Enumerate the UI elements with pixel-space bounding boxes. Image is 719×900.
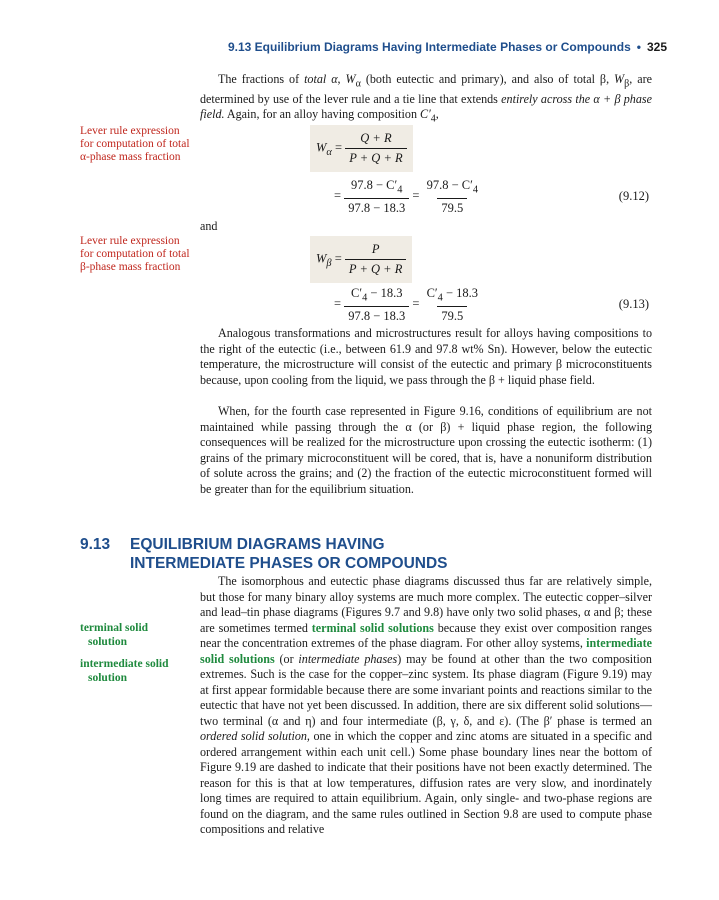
- margin-term-line: solution: [88, 636, 127, 648]
- paragraph-analogous: Analogous transformations and microstructures result for alloys having compositions to the right of the eutectic (i.e., between 61.9 and 97.8 wt% Sn). However, below the eutectic temperature, the microstructure will consist of the eutectic and primary β microconstituents because, upon cooling from the liquid, we pass through the β + liquid phase field.: [200, 326, 652, 387]
- intro-text: , are determined by use of the lever rule and a tie line that extends: [200, 72, 653, 106]
- eq-num-text: C′: [350, 286, 363, 300]
- intro-subscript: α: [355, 78, 361, 90]
- running-header: [228, 40, 667, 54]
- eq-lhs-sub: α: [326, 146, 332, 158]
- margin-term-intermediate-solid-solution: [80, 657, 200, 685]
- section-title-line1: EQUILIBRIUM DIAGRAMS HAVING: [130, 536, 385, 553]
- intro-text: ,: [337, 72, 346, 86]
- paragraph-fourth-case: When, for the fourth case represented in Figure 9.16, conditions of equilibrium are not maintained while passing through the α (or β) + liquid phase region, the following consequences will be realized for the microstructure upon crossing the eutectic isotherm: (1) grains of the primary microconstituent will be cored, that is, have a nonuniform distribution of solute across the grains; and (2) the fraction of the eutectic microconstituent formed will be greater than for the equilibrium situation.: [200, 404, 652, 496]
- eq-numerator: Q + R: [360, 131, 392, 145]
- eq-numerator: P: [371, 242, 380, 256]
- intro-symbol: C′: [420, 107, 431, 122]
- eq-lhs: W: [316, 140, 327, 155]
- intro-text: (both eutectic and primary), and also of total β,: [360, 72, 615, 86]
- margin-note-alpha: Lever rule expression for computation of total α-phase mass fraction: [80, 125, 190, 163]
- margin-term-line: terminal solid: [80, 622, 149, 634]
- intro-subscript: 4: [430, 113, 436, 125]
- eq-num-tail: − 18.3: [442, 286, 479, 300]
- equation-w-alpha: [310, 125, 413, 172]
- eq-denominator: 97.8 − 18.3: [344, 198, 409, 216]
- intro-italic: entirely across the α + β phase field.: [200, 91, 652, 122]
- section-title-line2: INTERMEDIATE PHASES OR COMPOUNDS: [130, 555, 448, 572]
- eq-fraction: [423, 286, 482, 324]
- margin-term-line: solution: [88, 672, 127, 684]
- eq-equals: =: [335, 140, 343, 155]
- intro-text: Again, for an alloy having composition: [224, 107, 421, 122]
- section-text: ) may be found at other than the two composition extremes. Such is the case for the copper–zinc system. Its phase diagram (Figure 9.19) may at first appear formidable because there are some invariant points and reactions similar to the eutectic that have not yet been discussed. In addition, there are six different solid solutions—two terminal (α and η) and four intermediate (β, γ, δ, and ε). (The β′ phase is termed an: [200, 651, 652, 728]
- eq-denominator: 97.8 − 18.3: [344, 306, 409, 324]
- conjunction-and: and: [200, 219, 218, 233]
- header-separator: •: [636, 40, 641, 54]
- intro-symbol: W: [345, 72, 356, 86]
- eq-denominator: P + Q + R: [345, 148, 406, 166]
- section-heading: [80, 535, 448, 573]
- margin-term-line: intermediate solid: [80, 658, 169, 670]
- intro-symbol: W: [614, 72, 625, 86]
- eq-fraction: [423, 178, 482, 216]
- eq-lhs: W: [316, 251, 327, 266]
- eq-num-tail: − 18.3: [367, 286, 403, 300]
- eq-num-sub: 4: [472, 184, 479, 196]
- section-text: one in which the copper and zinc atoms are situated in a specific and ordered arrangement within each unit cell.) Some phase boundary lines near the bottom of Figure 9.19 are dashed to indicate that their positions have not been exactly determined. The reason for this is that at low temperatures, diffusion rates are very slow, and inordinately long times are required to attain equilibrium. Again, only single- and two-phase regions are found on the diagram, and the same rules outlined in Section 9.8 are used to compute phase compositions and relative: [200, 729, 652, 836]
- running-title: 9.13 Equilibrium Diagrams Having Intermediate Phases or Compounds: [227, 40, 631, 54]
- margin-term-terminal-solid-solution: [80, 621, 200, 649]
- term-intermediate-solid-solutions: intermediate solid solutions: [200, 636, 652, 666]
- eq-equals: =: [334, 188, 342, 203]
- term-terminal-solid-solutions: terminal solid solutions: [311, 620, 434, 635]
- eq-fraction: [345, 131, 406, 166]
- equation-number-9-13: (9.13): [618, 297, 649, 311]
- eq-denominator: 79.5: [437, 306, 467, 324]
- eq-denominator: 79.5: [437, 198, 467, 216]
- intro-paragraph: [200, 72, 652, 127]
- intro-text: ,: [435, 107, 439, 122]
- intro-subscript: β: [624, 78, 630, 90]
- eq-numerator: [423, 178, 482, 198]
- eq-numerator: [347, 178, 406, 198]
- equation-number-9-12: (9.12): [618, 189, 649, 203]
- eq-equals: =: [334, 251, 342, 266]
- eq-num-sub: 4: [437, 292, 443, 304]
- eq-lhs-sub: β: [326, 257, 332, 269]
- section-text: The isomorphous and eutectic phase diagrams discussed thus far are relatively simple, but those for many binary alloy systems are much more complex. The eutectic copper–silver and lead–tin phase diagrams (Figures 9.7 and 9.8) have only two solid phases, α and β; these are sometimes termed: [200, 574, 652, 635]
- eq-num-text: 97.8 − C′: [426, 178, 473, 192]
- eq-num-text: 97.8 − C′: [350, 178, 398, 192]
- equation-w-beta-numeric: [334, 286, 482, 324]
- equation-w-beta: [310, 236, 412, 283]
- eq-numerator: [423, 286, 482, 306]
- eq-numerator: [347, 286, 406, 306]
- page-number: 325: [646, 40, 667, 54]
- margin-note-beta: Lever rule expression for computation of total β-phase mass fraction: [80, 235, 190, 273]
- intro-text: The fractions of: [218, 72, 305, 86]
- eq-equals: =: [334, 296, 342, 311]
- intro-italic: total α: [304, 72, 338, 86]
- eq-fraction: [344, 286, 409, 324]
- eq-equals: =: [412, 296, 420, 311]
- paragraph-section-intro: [200, 574, 652, 838]
- eq-fraction: [344, 178, 409, 216]
- section-text: (or: [274, 651, 299, 666]
- eq-equals: =: [412, 188, 420, 203]
- section-italic: intermediate phases: [298, 651, 398, 666]
- eq-num-sub: 4: [397, 184, 403, 196]
- equation-w-alpha-numeric: [334, 178, 482, 216]
- section-text: because they exist over composition ranges near the concentration extremes of the phase diagram. For other alloy systems,: [200, 620, 652, 650]
- eq-denominator: P + Q + R: [345, 259, 406, 277]
- eq-num-text: C′: [426, 286, 438, 300]
- section-italic: ordered solid solution,: [200, 729, 310, 743]
- section-number: 9.13: [80, 536, 111, 553]
- eq-fraction: [345, 242, 406, 277]
- eq-num-sub: 4: [362, 292, 368, 304]
